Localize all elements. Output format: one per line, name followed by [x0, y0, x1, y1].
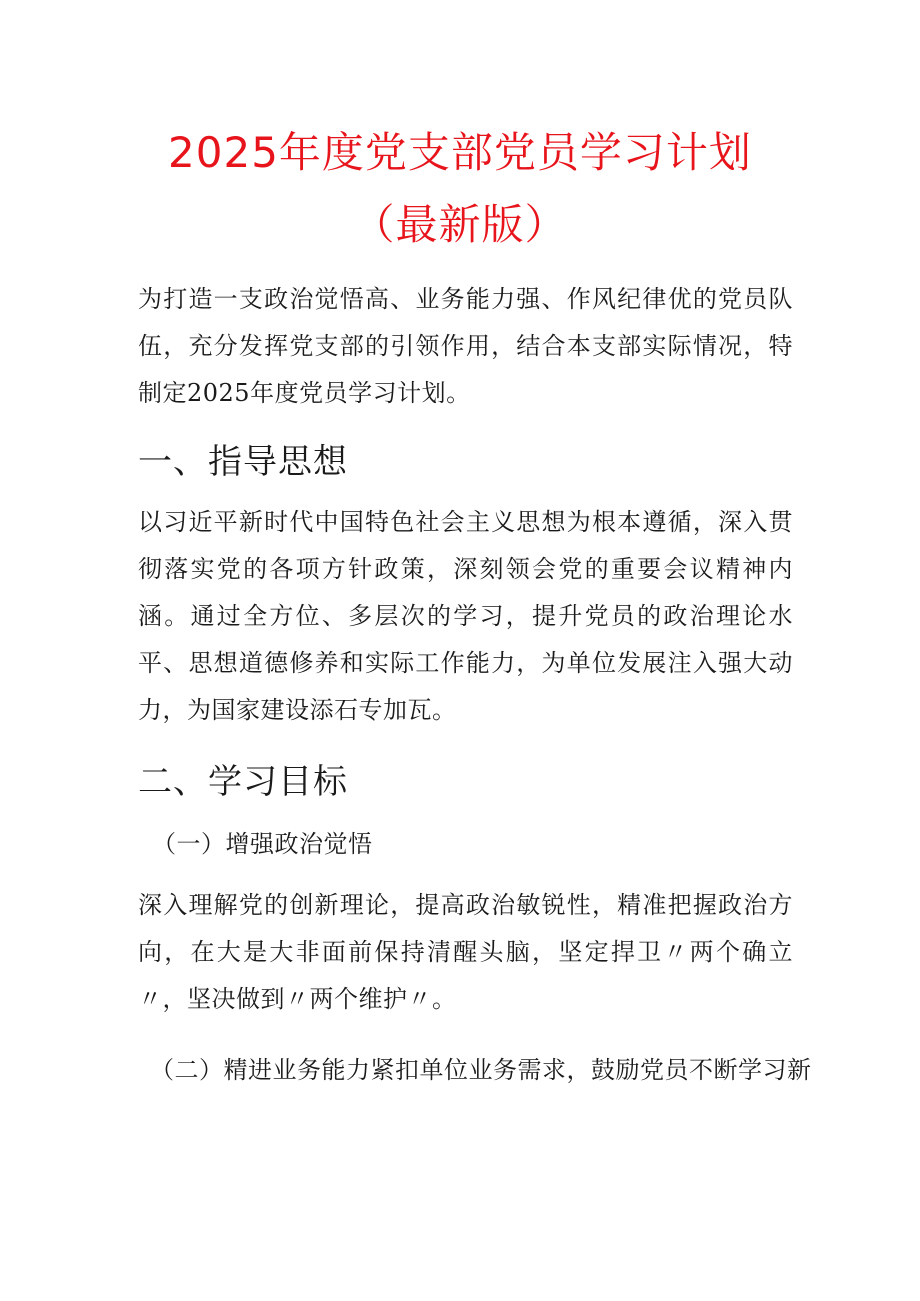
intro-paragraph: 为打造一支政治觉悟高、业务能力强、作风纪律优的党员队伍，充分发挥党支部的引领作用，结合本支部实际情况，特制定2025年度党员学习计划。: [138, 285, 793, 407]
document-subtitle: （最新版）: [352, 200, 568, 249]
guiding-ideology-paragraph: 以习近平新时代中国特色社会主义思想为根本遵循，深入贯彻落实党的各项方针政策，深刻领会党的重要会议精神内涵。通过全方位、多层次的学习，提升党员的政治理论水平、思想道德修养和实际工作能力，为单位发展注入强大动力，为国家建设添石专加瓦。: [138, 508, 793, 724]
section-heading-learning-goals: 二、学习目标: [138, 762, 348, 802]
subheading-political-awareness: （一）增强政治觉悟: [152, 830, 373, 858]
document-title: 2025年度党支部党员学习计划: [168, 128, 752, 177]
political-awareness-paragraph: 深入理解党的创新理论，提高政治敏锐性，精准把握政治方向，在大是大非面前保持清醒头脑，坚定捍卫〃两个确立〃，坚决做到〃两个维护〃。: [138, 891, 793, 1013]
subheading-business-ability: （二）精进业务能力紧扣单位业务需求，鼓励党员不断学习新: [150, 1056, 812, 1084]
section-heading-guiding-ideology: 一、指导思想: [138, 442, 348, 482]
